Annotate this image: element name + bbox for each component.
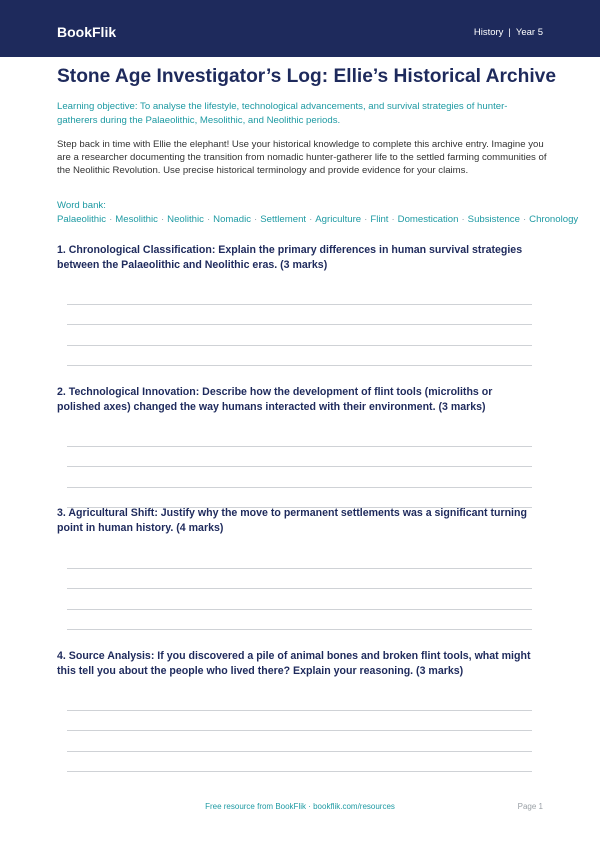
word-bank-item: Flint	[370, 213, 389, 225]
answer-line[interactable]	[67, 730, 532, 731]
answer-line[interactable]	[67, 365, 532, 366]
answer-line[interactable]	[67, 629, 532, 630]
footer-credit[interactable]: Free resource from BookFlik · bookflik.com/resources	[205, 802, 395, 811]
learning-objective: Learning objective: To analyse the lifestyle, technological advancements, and survival strategies of hunter-gatherers during the Palaeolithic, Mesolithic, and Neolithic periods.	[57, 101, 508, 126]
answer-line[interactable]	[67, 609, 532, 610]
answer-line[interactable]	[67, 487, 532, 488]
answer-line[interactable]	[67, 446, 532, 447]
question-3: 3. Agricultural Shift: Justify why the move to permanent settlements was a significant turning point in human history. (4 marks)	[57, 507, 527, 534]
question-4: 4. Source Analysis: If you discovered a pile of animal bones and broken flint tools, what might this tell you about the people who lived there? Explain your reasoning. (3 marks)	[57, 650, 531, 677]
word-bank-item: Palaeolithic	[57, 213, 107, 225]
word-bank-item: Chronology	[529, 213, 579, 225]
year-label: Year 5	[515, 27, 543, 38]
subject-label: History	[473, 27, 504, 38]
word-bank-item: Nomadic	[213, 213, 251, 225]
word-bank-item: Mesolithic	[115, 213, 158, 225]
answer-line[interactable]	[67, 588, 532, 589]
answer-line[interactable]	[67, 568, 532, 569]
word-bank-item: Domestication	[397, 213, 459, 225]
answer-line[interactable]	[67, 710, 532, 711]
page-number: Page 1	[517, 802, 543, 811]
answer-line[interactable]	[67, 324, 532, 325]
question-2: 2. Technological Innovation: Describe how the development of flint tools (microliths or polished axes) changed the way humans interacted with their environment. (3 marks)	[57, 386, 493, 413]
question-1: 1. Chronological Classification: Explain the primary differences in human survival strategies between the Palaeolithic and Neolithic eras. (3 marks)	[57, 244, 523, 271]
breadcrumb	[474, 27, 543, 39]
word-bank-item: Neolithic	[167, 213, 204, 225]
word-bank-label: Word bank:	[57, 200, 106, 211]
brand-logo[interactable]: BookFlik	[57, 24, 117, 40]
answer-line[interactable]	[67, 771, 532, 772]
word-bank: Word bank: Palaeolithic · Mesolithic · Neolithic · Nomadic · Settlement · Agriculture · Flint · Domestication · Subsistence · Chronology	[57, 200, 579, 225]
word-bank-item: Subsistence	[467, 213, 520, 225]
breadcrumb-separator: |	[508, 27, 511, 38]
intro-text: Step back in time with Ellie the elephant! Use your historical knowledge to complete this archive entry. Imagine you are a researcher documenting the transition from nomadic hunter-gatherer life to the settled farming communities of the Neolithic Revolution. Use precise historical terminology and provide evidence for your claims.	[57, 139, 547, 176]
page-title: Stone Age Investigator’s Log: Ellie’s Historical Archive	[57, 66, 556, 87]
answer-line[interactable]	[67, 751, 532, 752]
word-bank-item: Settlement	[260, 213, 307, 225]
answer-line[interactable]	[67, 304, 532, 305]
answer-line[interactable]	[67, 345, 532, 346]
word-bank-item: Agriculture	[315, 213, 362, 225]
answer-line[interactable]	[67, 466, 532, 467]
header-bar	[0, 0, 600, 57]
